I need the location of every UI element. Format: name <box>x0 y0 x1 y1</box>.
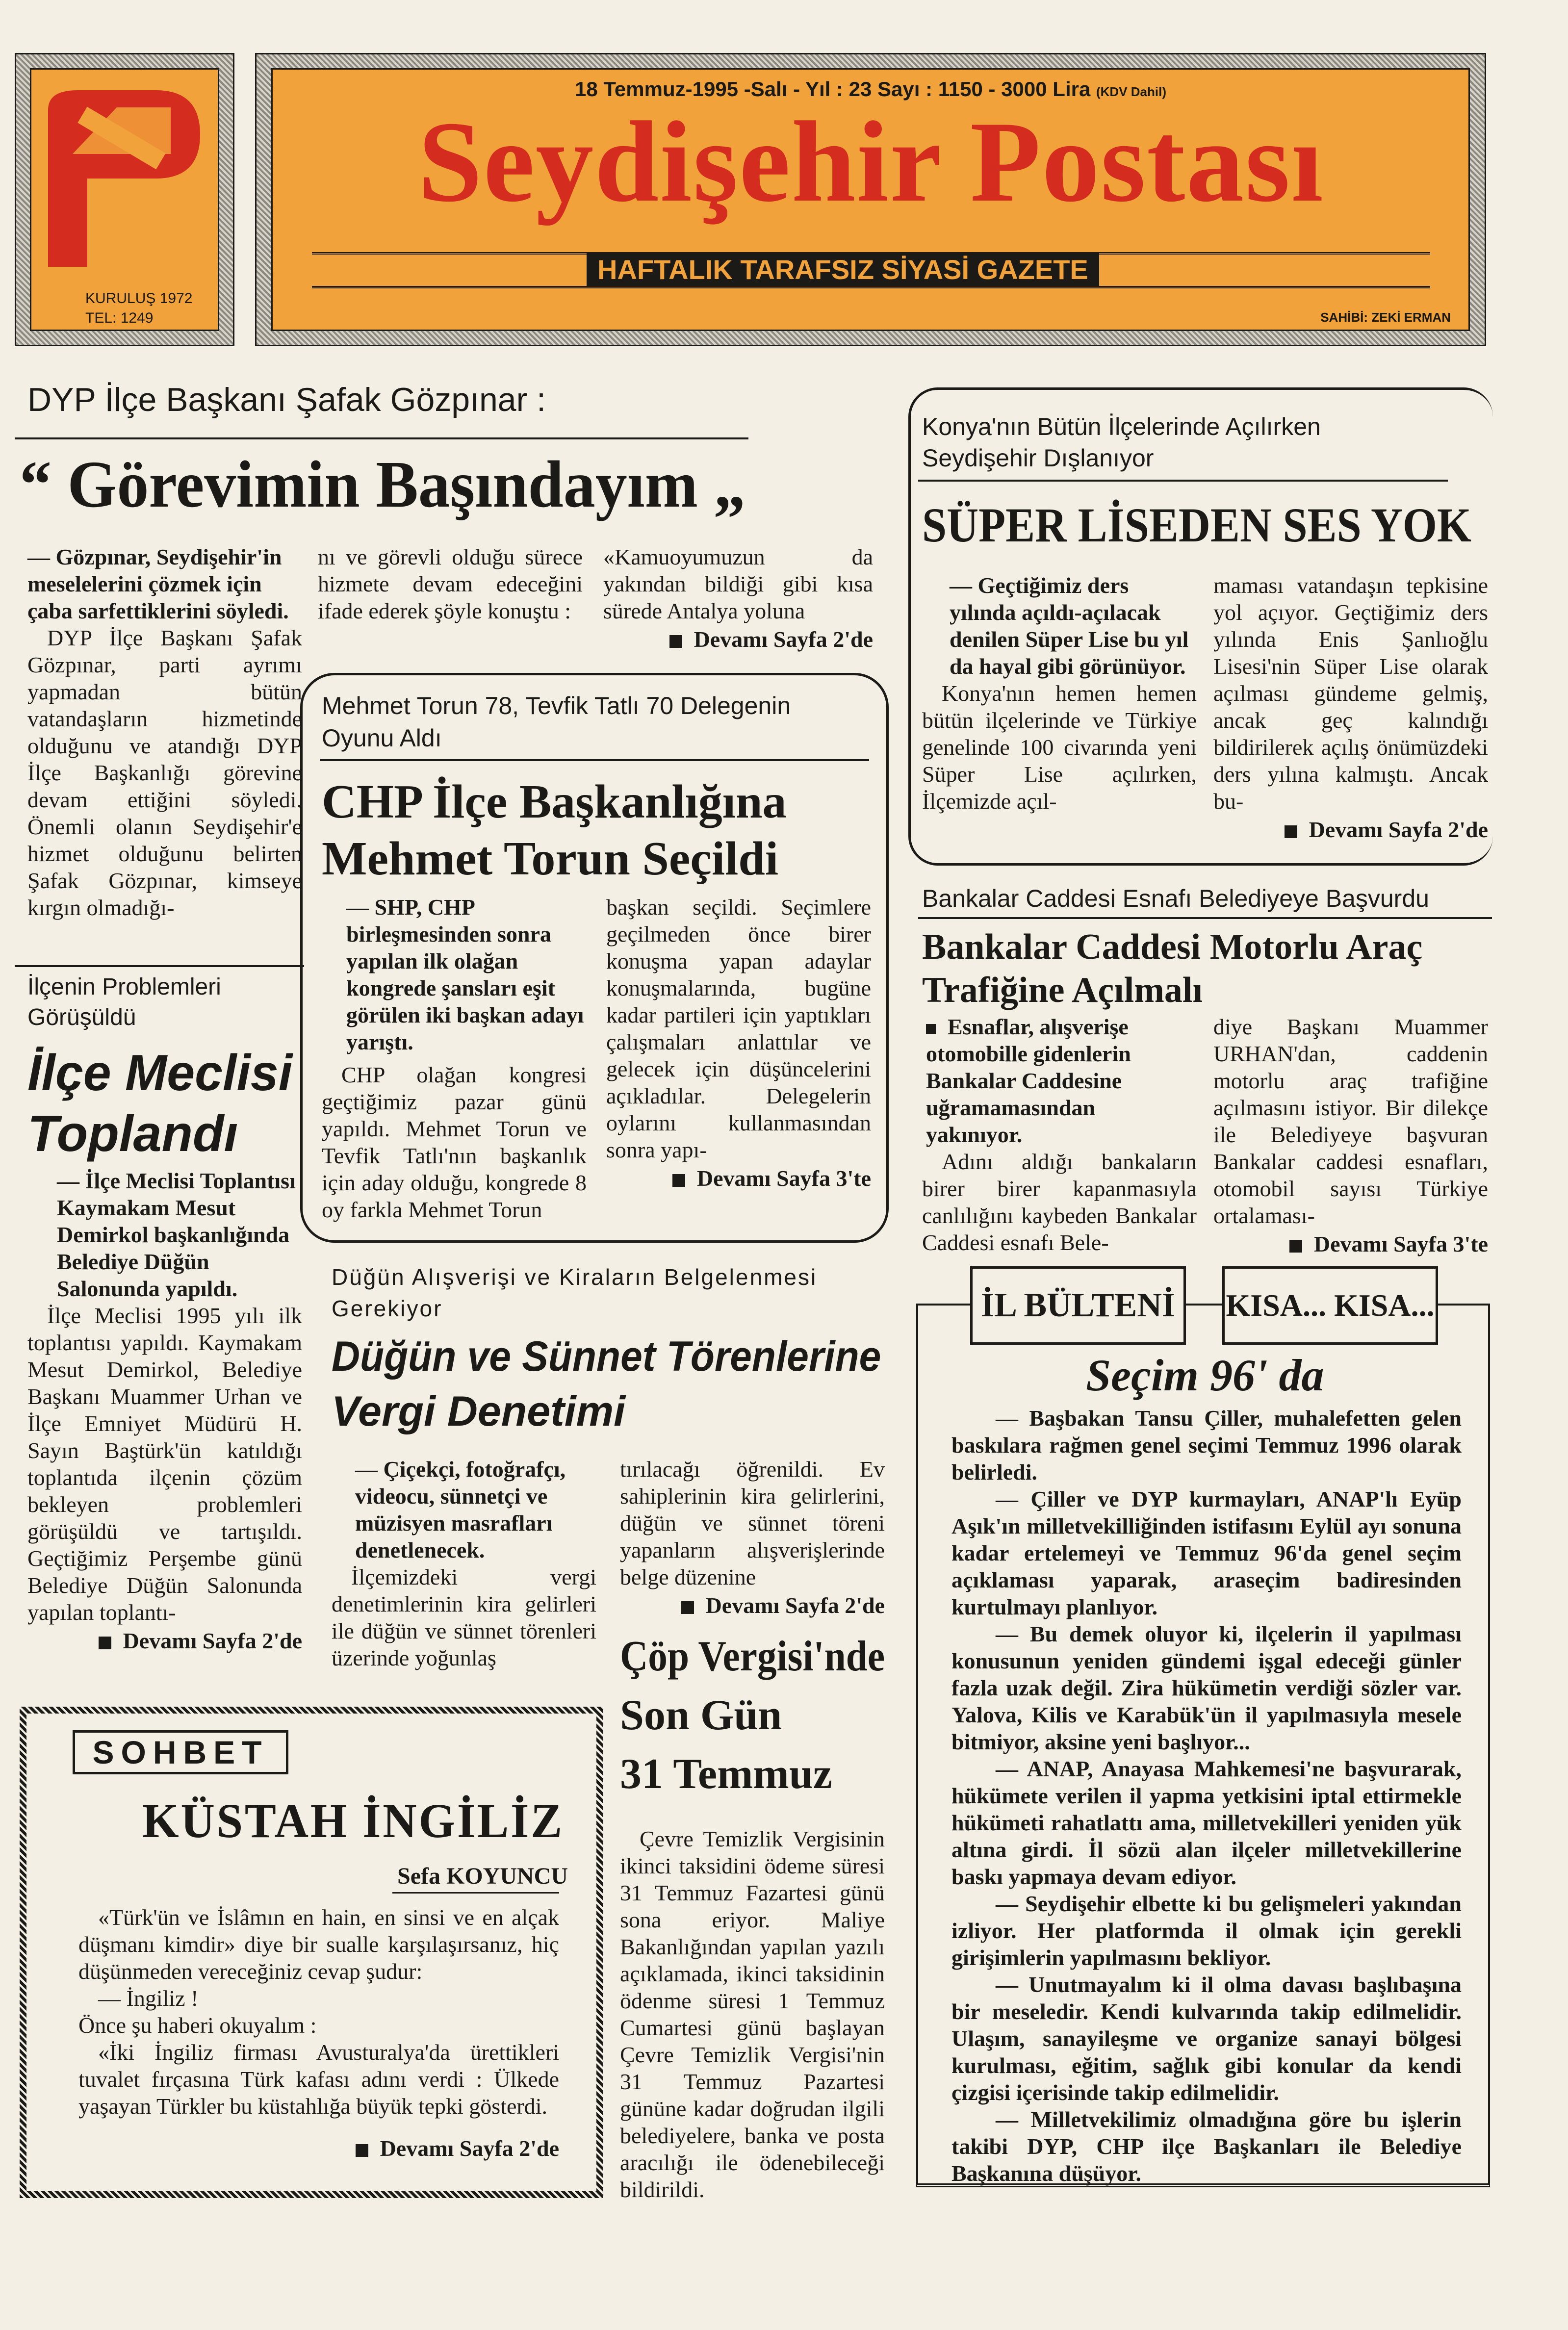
lise-headline: SÜPER LİSEDEN SES YOK <box>922 498 1471 552</box>
bankalar-lead: Esnaflar, alışverişe otomobille gidenlerin Bankalar Caddesine uğramamasından yakınıyor. <box>926 1014 1131 1147</box>
meclis-headline-1: İlçe Meclisi <box>27 1045 293 1101</box>
sohbet-author: Sefa KOYUNCU <box>397 1863 568 1889</box>
dyp-kicker: DYP İlçe Başkanı Şafak Gözpınar : <box>27 381 546 418</box>
meclis-headline-2: Toplandı <box>27 1105 238 1162</box>
cop-headline-1: Çöp Vergisi'nde <box>620 1633 885 1680</box>
tagline: HAFTALIK TARAFSIZ SİYASİ GAZETE <box>587 253 1099 287</box>
masthead <box>15 53 1486 347</box>
bulten-item-1: — Başbakan Tansu Çiller, muhalefetten gelen baskılara rağmen genel seçimi Temmuz 1996 olarak belirledi. <box>951 1406 1462 1485</box>
bankalar-headline-2: Trafiğine Açılmalı <box>922 970 1203 1010</box>
sohbet-headline: KÜSTAH İNGİLİZ <box>142 1793 565 1848</box>
lise-continued: Devamı Sayfa 2'de <box>1309 817 1488 842</box>
sohbet-p1: «Türk'ün ve İslâmın en hain, en sinsi ve en alçak düşmanı kimdir» diye bir sualle karşılaşırsanız, hiç düşünmeden vereceğiniz cevap şudur: <box>78 1905 559 1984</box>
sohbet-p2: — İngiliz ! <box>98 1986 199 2011</box>
logo-box <box>15 53 234 346</box>
title-box <box>255 53 1486 346</box>
dyp-lead: — Gözpınar, Seydişehir'in meselelerini çözmek için çaba sarfettiklerini söyledi. <box>27 544 289 623</box>
phone-text: TEL: 1249 <box>85 310 154 326</box>
chp-continued: Devamı Sayfa 3'te <box>696 1166 871 1191</box>
bankalar-continued: Devamı Sayfa 3'te <box>1313 1231 1488 1256</box>
bulten-item-5: — Seydişehir elbette ki bu gelişmeleri yakından izliyor. Her platformda il olmak için gerekli girişimlerin yapılmasını bekliyor. <box>951 1891 1462 1970</box>
dugun-headline-1: Düğün ve Sünnet Törenlerine <box>332 1333 881 1380</box>
dugun-continued: Devamı Sayfa 2'de <box>705 1593 885 1618</box>
dyp-continued: Devamı Sayfa 2'de <box>694 627 873 652</box>
cop-body: Çevre Temizlik Vergisinin ikinci taksidini ödeme süresi 31 Temmuz Fazartesi günü sona eriyor. Maliye Bakanlığından yapılan yazılı açıklamada, ikinci taksidinin ödenme süresi 1 Temmuz Cumartesi günü başlayan Çevre Temizlik Vergisi'nin 31 Temmuz Pazartesi gününe kadar doğrudan ilgili belediyelere, banka ve posta aracılığı ile ödenebileceği bildirildi. <box>620 1826 885 2202</box>
owner-text: SAHİBİ: ZEKİ ERMAN <box>1320 310 1451 325</box>
dyp-body-col3: «Kamuoyumuzun da yakından bildiği gibi kısa sürede Antalya yoluna <box>603 544 873 623</box>
bulten-label-2: KISA... KISA... <box>1222 1266 1438 1345</box>
sohbet-label: SOHBET <box>73 1730 288 1774</box>
issue-line: 18 Temmuz-1995 -Salı - Yıl : 23 Sayı : 1150 - 3000 Lira <box>574 77 1091 101</box>
bulten-item-6: — Unutmayalım ki il olma davası başlıbaşına bir meseledir. Kendi kulvarında takip edilmelidir. Ulaşım, sanayileşme ve organize sanayi bölgesi kurulması, eğitim, sağlık gibi konular da kendi çizgisi içerisinde takip edilmelidir. <box>951 1972 1462 2105</box>
chp-body-col2: başkan seçildi. Seçimlere geçilmeden önce birer konuşma yapan adaylar konuşmalarında, bugüne kadar partileri için yaptıkları çalışmaları anlattılar ve gelecek için düşüncelerini açıkladılar. Delegelerin oylarını kullanmasından sonra yapı- <box>606 895 871 1162</box>
meclis-lead: — İlçe Meclisi Toplantısı Kaymakam Mesut Demirkol başkanlığında Belediye Düğün Salonunda yapıldı. <box>57 1168 296 1301</box>
bankalar-body-col1: Adını aldığı bankaların birer birer kapanmasıyla canlılığını kaybeden Bankalar Caddesi esnafı Bele- <box>922 1149 1197 1255</box>
dugun-kicker: Düğün Alışverişi ve Kiraların Belgelenmesi Gerekiyor <box>332 1264 818 1321</box>
bulten-item-3: — Bu demek oluyor ki, ilçelerin il yapılması konusunun yeniden gündemi işgal edeceği günler fazla uzak değil. Zira hükümetin verdiği sözler var. Yalova, Kilis ve Karabük'ün il yapılmasıyla mesele bitmiyor, aksine yeni başlıyor... <box>951 1621 1462 1754</box>
dyp-headline: “ Görevimin Başındayım „ <box>20 448 746 521</box>
sohbet-p3: Önce şu haberi okuyalım : <box>78 2013 317 2038</box>
chp-headline-2: Mehmet Torun Seçildi <box>322 832 779 885</box>
lise-lead: — Geçtiğimiz ders yılında açıldı-açılacak denilen Süper Lise bu yıl da hayal gibi görünüyor. <box>950 573 1189 679</box>
bulten-item-4: — ANAP, Anayasa Mahkemesi'ne başvurarak, hükümete verilen il yapma yetkisini iptal ettirmekle hükümeti rahatlattı ama, milletvekilleri yeniden yük altına girdi. İl sözü alan ilçeler milletvekillerine baskı yapmaya devam ediyor. <box>951 1756 1462 1889</box>
dyp-body-col2: nı ve görevli olduğu sürece hizmete devam edeceğini ifade ederek şöyle konuştu : <box>318 544 583 623</box>
lise-body-col1: Konya'nın hemen hemen bütün ilçelerinde ve Türkiye genelinde 100 civarında yeni Süper Lise açılırken, İlçemizde açıl- <box>922 681 1197 814</box>
bulten-label-1: İL BÜLTENİ <box>970 1266 1186 1345</box>
dugun-body-col1: İlçemizdeki vergi denetimlerinin kira gelirleri ile düğün ve sünnet törenleri üzerinde yoğunlaş <box>332 1564 596 1670</box>
bankalar-kicker: Bankalar Caddesi Esnafı Belediyeye Başvurdu <box>922 885 1429 912</box>
chp-lead: — SHP, CHP birleşmesinden sonra yapılan ilk olağan kongrede şansları eşit görülen iki başkan adayı yarıştı. <box>346 895 584 1054</box>
dugun-headline-2: Vergi Denetimi <box>332 1388 625 1435</box>
chp-kicker: Mehmet Torun 78, Tevfik Tatlı 70 Delegenin Oyunu Aldı <box>322 692 791 752</box>
dugun-body-col2: tırılacağı öğrenildi. Ev sahiplerinin kira gelirlerini, düğün ve sünnet töreni yapanların alışverişlerinde belge düzenine <box>620 1457 885 1589</box>
tagline-bar <box>312 252 1430 288</box>
dyp-body-col1: DYP İlçe Başkanı Şafak Gözpınar, parti ayrımı yapmadan bütün vatandaşların hizmetinde olduğunu ve atandığı DYP İlçe Başkanlığı görevine devam ettiğini söyledi. Önemli olanın Seydişehir'e hizmet olduğunu belirten Şafak Gözpınar, kimseye kırgın olmadığı- <box>27 625 302 920</box>
bulten-item-7: — Milletvekilimiz olmadığına göre bu işlerin takibi DYP, CHP ilçe Başkanları ile Belediye Başkanına düşüyor. <box>951 2107 1462 2186</box>
chp-headline-1: CHP İlçe Başkanlığına <box>322 775 787 828</box>
bulten-item-2: — Çiller ve DYP kurmayları, ANAP'lı Eyüp Aşık'ın milletvekilliğinden istifasını Eylül ayı sonuna kadar ertelemeyi ve Temmuz 96'da genel seçim açıklaması yaparak, araseçim badiresinden kurtulmayı planlıyor. <box>951 1486 1462 1619</box>
lise-body-col2: maması vatandaşın tepkisine yol açıyor. Geçtiğimiz ders yılında Enis Şanlıoğlu Lisesi'nin Süper Lise olarak açılması gündeme gelmiş, ancak geç kalındığı bildirilerek açılış önümüzdeki ders yılına kalmıştı. Ancak bu- <box>1213 573 1488 814</box>
newspaper-logo <box>38 80 210 277</box>
cop-headline-3: 31 Temmuz <box>620 1750 832 1798</box>
newspaper-title: Seydişehir Postası <box>418 98 1324 226</box>
founded-text: KURULUŞ 1972 <box>85 290 193 307</box>
bankalar-headline-1: Bankalar Caddesi Motorlu Araç <box>922 927 1423 967</box>
meclis-continued: Devamı Sayfa 2'de <box>123 1628 302 1653</box>
cop-headline-2: Son Gün <box>620 1691 782 1739</box>
dugun-lead: — Çiçekçi, fotoğrafçı, videocu, sünnetçi ve müzisyen masrafları denetlenecek. <box>355 1457 566 1562</box>
meclis-kicker: İlçenin Problemleri Görüşüldü <box>27 974 221 1030</box>
issue-note: (KDV Dahil) <box>1096 84 1166 99</box>
chp-body-col1: CHP olağan kongresi geçtiğimiz pazar günü yapıldı. Mehmet Torun ve Tevfik Tatlı'nın başkanlık için aday olduğu, kongrede 8 oy farkla Mehmet Torun <box>322 1062 587 1222</box>
bulten-headline: Seçim 96' da <box>1086 1350 1324 1400</box>
lise-kicker: Konya'nın Bütün İlçelerinde Açılırken Seydişehir Dışlanıyor <box>922 413 1321 472</box>
sohbet-continued: Devamı Sayfa 2'de <box>380 2136 559 2161</box>
sohbet-p4: «İki İngiliz firması Avusturalya'da ürettikleri tuvalet fırçasına Türk kafası adını verdi : Ülkede yaşayan Türkler bu küstahlığa büyük tepki gösterdi. <box>78 2040 559 2119</box>
meclis-body: İlçe Meclisi 1995 yılı ilk toplantısı yapıldı. Kaymakam Mesut Demirkol, Belediye Başkanı Muammer Urhan ve İlçe Emniyet Müdürü H. Sayın Baştürk'ün katıldığı toplantıda ilçenin çözüm bekleyen problemleri görüşüldü ve tartışıldı. Geçtiğimiz Perşembe günü Belediye Düğün Salonunda yapılan toplantı- <box>27 1303 302 1625</box>
bankalar-body-col2: diye Başkanı Muammer URHAN'dan, caddenin motorlu araç trafiğine açılmasını istiyor. Bir dilekçe ile Belediyeye başvuran Bankalar caddesi esnafları, otomobil sayısı Türkiye ortalaması- <box>1213 1014 1488 1228</box>
